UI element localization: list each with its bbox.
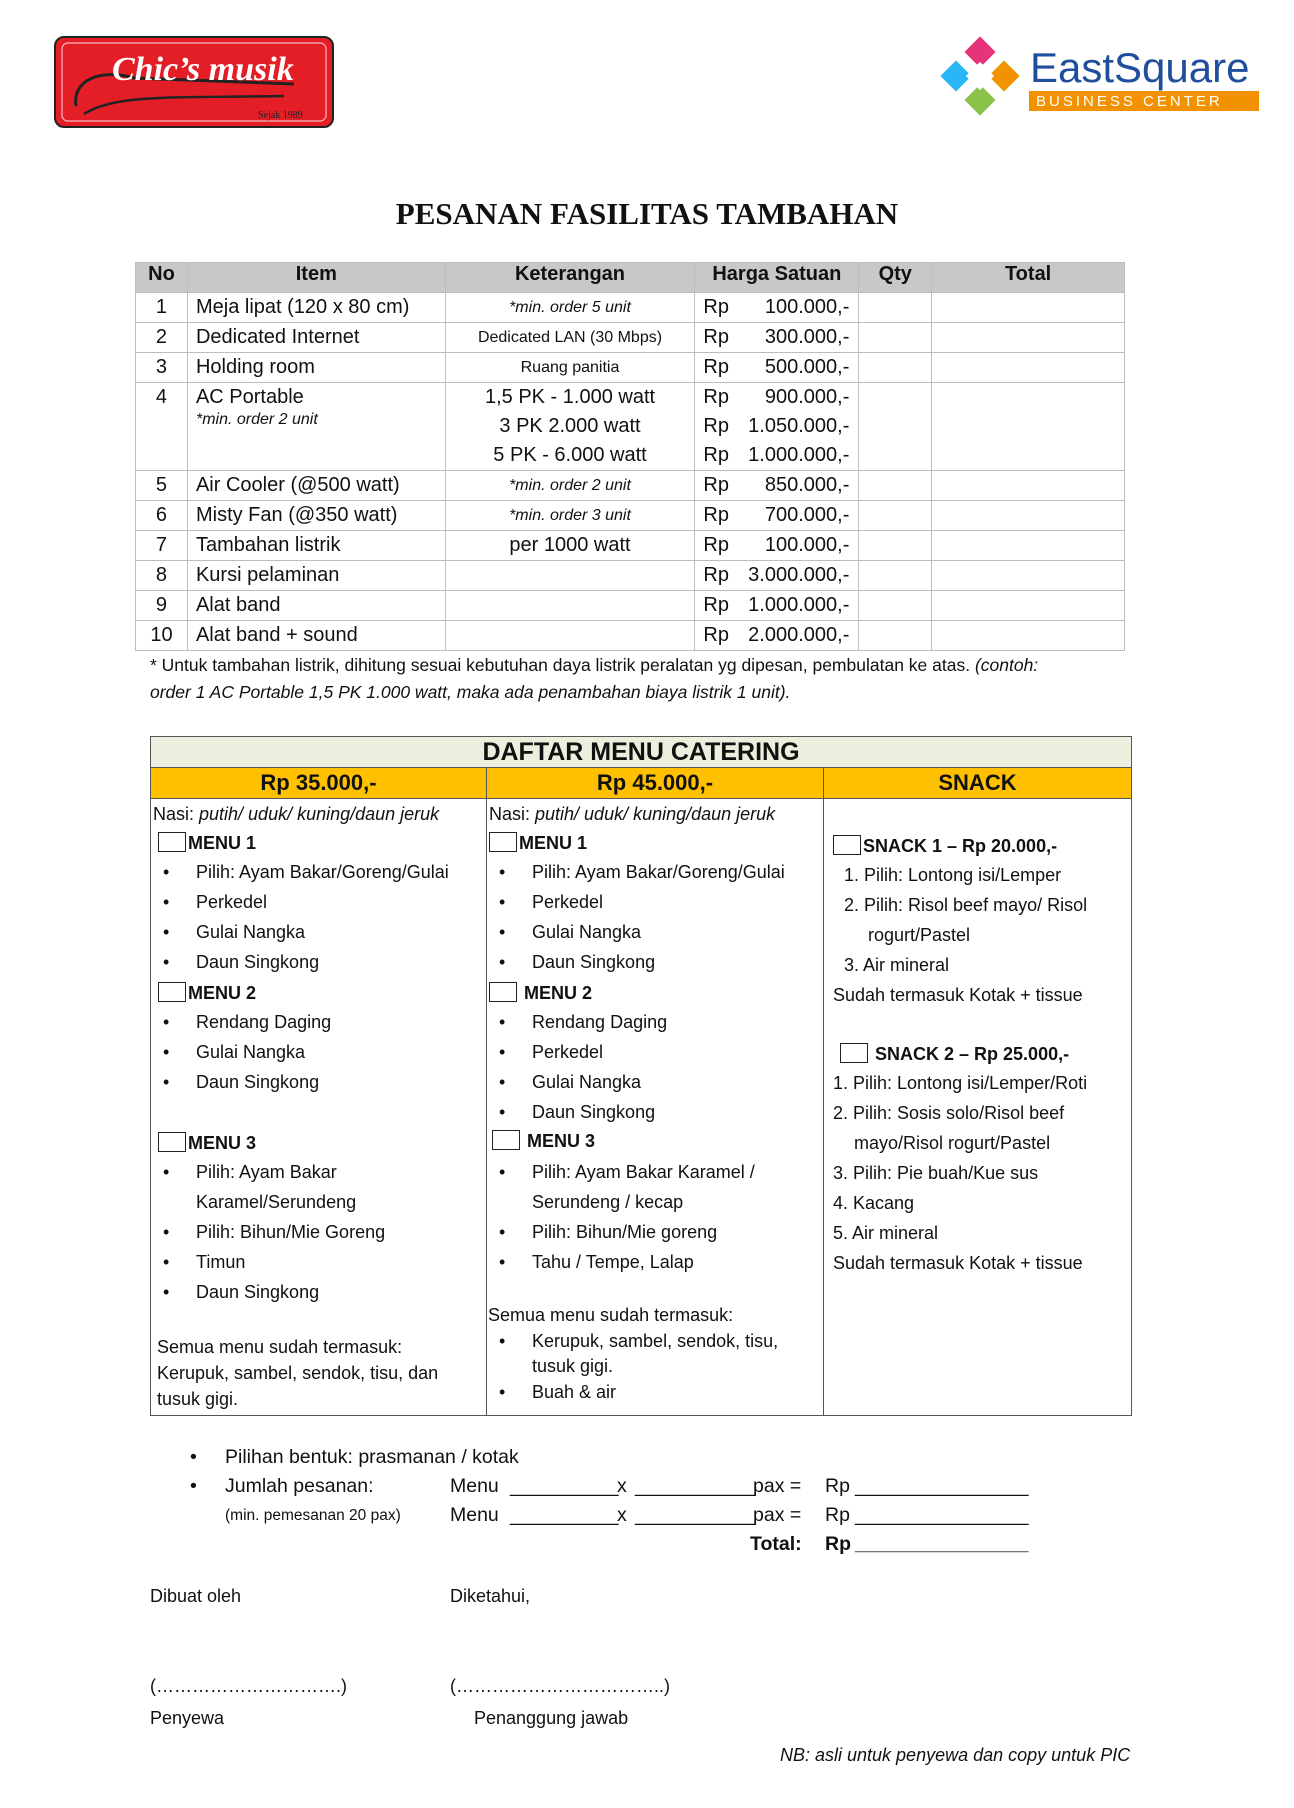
col-header-no: No xyxy=(136,263,188,293)
table-row xyxy=(136,323,1125,353)
price-cell xyxy=(695,591,859,621)
price-value: 3.000.000,- xyxy=(748,564,850,586)
checkbox[interactable] xyxy=(158,832,186,852)
included-note: Sudah termasuk Kotak + tissue xyxy=(833,1253,1083,1273)
row-number: 1 xyxy=(136,293,188,323)
acknowledged-label: Diketahui, xyxy=(450,1586,531,1606)
item-cell xyxy=(187,383,445,471)
keterangan-cell xyxy=(445,621,695,651)
price-cell xyxy=(695,383,859,471)
price-cell xyxy=(695,323,859,353)
item-name: Tambahan listrik xyxy=(195,534,341,556)
menu-label: Menu xyxy=(450,1475,499,1497)
price-header-35000: Rp 35.000,- xyxy=(151,768,486,799)
checkbox[interactable] xyxy=(489,832,517,852)
menu1-option[interactable]: MENU 1 xyxy=(158,832,256,854)
item-name: Air Cooler (@500 watt) xyxy=(195,474,400,496)
list-item-cont: Karamel/Serundeng xyxy=(196,1192,357,1212)
price-cell xyxy=(695,471,859,501)
price-value: 100.000,- xyxy=(764,296,850,318)
qty-cell[interactable] xyxy=(859,383,932,471)
keterangan-cell xyxy=(445,353,695,383)
row-number: 5 xyxy=(136,471,188,501)
menu-field-2[interactable]: __________ xyxy=(510,1504,619,1526)
qty-cell[interactable] xyxy=(859,591,932,621)
svg-text:Chic’s musik: Chic’s musik xyxy=(112,51,294,88)
menu-field-1[interactable]: __________ xyxy=(510,1475,619,1497)
total-cell[interactable] xyxy=(932,501,1125,531)
currency-label: Rp xyxy=(703,444,729,466)
price-value: 700.000,- xyxy=(764,504,850,526)
qty-cell[interactable] xyxy=(859,323,932,353)
table-row xyxy=(136,591,1125,621)
total-cell[interactable] xyxy=(932,471,1125,501)
snack2-option[interactable]: SNACK 2 – Rp 25.000,- xyxy=(840,1043,1069,1065)
table-row xyxy=(136,293,1125,323)
price-cell xyxy=(695,353,859,383)
total-label: Total: xyxy=(750,1533,802,1555)
list-item-cont: rogurt/Pastel xyxy=(868,925,971,945)
table-row xyxy=(136,531,1125,561)
currency-label: Rp xyxy=(703,415,729,437)
keterangan-text: Dedicated LAN (30 Mbps) xyxy=(477,329,663,346)
table-row xyxy=(136,561,1125,591)
table-row xyxy=(136,501,1125,531)
col-header-total: Total xyxy=(932,263,1125,293)
catering-menu-table xyxy=(150,736,1132,1416)
table-header-row xyxy=(136,263,1125,293)
snack-header: SNACK xyxy=(824,768,1131,799)
item-cell xyxy=(187,501,445,531)
list-item: 1. Pilih: Lontong isi/Lemper/Roti xyxy=(833,1073,1088,1093)
price-value: 1.000.000,- xyxy=(748,444,850,466)
total-cell[interactable] xyxy=(932,621,1125,651)
table-row xyxy=(136,621,1125,651)
keterangan-cell xyxy=(445,471,695,501)
keterangan-cell xyxy=(445,323,695,353)
list-item: 5. Air mineral xyxy=(833,1223,939,1243)
list-item: 1. Pilih: Lontong isi/Lemper xyxy=(844,865,1062,885)
item-name: Alat band xyxy=(195,594,281,616)
bullet-icon: • xyxy=(190,1446,197,1468)
price-cell xyxy=(695,293,859,323)
checkbox[interactable] xyxy=(158,982,186,1002)
electricity-note xyxy=(150,652,1140,706)
total-cell[interactable] xyxy=(932,591,1125,621)
item-note: *min. order 2 unit xyxy=(195,411,318,428)
item-cell xyxy=(187,293,445,323)
row-number: 8 xyxy=(136,561,188,591)
list-item: 3. Pilih: Pie buah/Kue sus xyxy=(833,1163,1039,1183)
signature-line-pic[interactable]: (……………………………..) xyxy=(450,1676,670,1696)
item-cell xyxy=(187,621,445,651)
price-cell xyxy=(695,531,859,561)
made-by-label: Dibuat oleh xyxy=(150,1586,242,1606)
keterangan-text: *min. order 3 unit xyxy=(509,507,631,524)
chics-musik-logo xyxy=(54,36,334,128)
rp-label: Rp xyxy=(825,1533,851,1555)
qty-cell[interactable] xyxy=(859,621,932,651)
note-example-2: order 1 AC Portable 1,5 PK 1.000 watt, maka ada penambahan biaya listrik 1 unit). xyxy=(150,682,791,702)
price-value: 900.000,- xyxy=(764,386,850,408)
item-cell xyxy=(187,323,445,353)
price-cell xyxy=(695,501,859,531)
included-note: Sudah termasuk Kotak + tissue xyxy=(833,985,1083,1005)
menu-label: Menu xyxy=(450,1504,499,1526)
qty-cell[interactable] xyxy=(859,531,932,561)
checkbox[interactable] xyxy=(158,1132,186,1152)
order-quantity-label: Jumlah pesanan: xyxy=(225,1475,374,1497)
item-name: Alat band + sound xyxy=(195,624,358,646)
keterangan-text: Ruang panitia xyxy=(520,359,620,376)
item-name: Dedicated Internet xyxy=(195,326,360,348)
currency-label: Rp xyxy=(703,624,729,646)
table-row xyxy=(136,383,1125,471)
qty-cell[interactable] xyxy=(859,501,932,531)
times-sign: x xyxy=(617,1504,627,1526)
list-item: 2. Pilih: Risol beef mayo/ Risol xyxy=(844,895,1088,915)
pax-label: pax = xyxy=(753,1475,802,1497)
currency-label: Rp xyxy=(703,504,729,526)
included-note: Semua menu sudah termasuk: xyxy=(157,1337,403,1357)
pax-label: pax = xyxy=(753,1504,802,1526)
keterangan-cell xyxy=(445,531,695,561)
item-cell xyxy=(187,353,445,383)
pax-field-1[interactable]: ___________ xyxy=(635,1475,755,1497)
list-item: 3. Air mineral xyxy=(844,955,950,975)
item-name: AC Portable xyxy=(195,386,304,408)
row-number: 2 xyxy=(136,323,188,353)
svg-text:BUSINESS CENTER: BUSINESS CENTER xyxy=(1036,93,1223,110)
nasi-line: Nasi: putih/ uduk/ kuning/daun jeruk xyxy=(489,804,776,824)
list-item-cont: Serundeng / kecap xyxy=(532,1192,684,1212)
row-number: 3 xyxy=(136,353,188,383)
table-row xyxy=(136,353,1125,383)
total-amount-field[interactable]: ________________ xyxy=(855,1533,1029,1555)
rp-label: Rp xyxy=(825,1475,850,1497)
col-header-item: Item xyxy=(187,263,445,293)
checkbox[interactable] xyxy=(840,1043,868,1063)
currency-label: Rp xyxy=(703,296,729,318)
included-note: Kerupuk, sambel, sendok, tisu, dan xyxy=(157,1363,439,1383)
price-header-45000: Rp 45.000,- xyxy=(487,768,823,799)
total-cell[interactable] xyxy=(932,353,1125,383)
item-cell xyxy=(187,591,445,621)
total-cell[interactable] xyxy=(932,293,1125,323)
page-title: PESANAN FASILITAS TAMBAHAN xyxy=(395,196,899,231)
currency-label: Rp xyxy=(703,474,729,496)
menu3-option[interactable]: MENU 3 xyxy=(158,1132,256,1154)
menu2-option[interactable]: MENU 2 xyxy=(158,982,256,1004)
price-cell xyxy=(695,621,859,651)
keterangan-text: 3 PK 2.000 watt xyxy=(499,415,641,437)
total-cell[interactable] xyxy=(932,531,1125,561)
row-number: 10 xyxy=(136,621,188,651)
qty-cell[interactable] xyxy=(859,293,932,323)
item-name: Kursi pelaminan xyxy=(195,564,340,586)
price-cell xyxy=(695,561,859,591)
renter-label: Penyewa xyxy=(150,1708,225,1728)
keterangan-cell xyxy=(445,501,695,531)
list-item: 4. Kacang xyxy=(833,1193,915,1213)
facility-table xyxy=(135,262,1125,651)
col-header-qty: Qty xyxy=(859,263,932,293)
item-cell xyxy=(187,531,445,561)
included-note: Semua menu sudah termasuk: xyxy=(488,1305,734,1325)
price-value: 300.000,- xyxy=(764,326,850,348)
keterangan-text: 1,5 PK - 1.000 watt xyxy=(484,386,656,408)
keterangan-text: per 1000 watt xyxy=(509,534,631,556)
col-header-harga: Harga Satuan xyxy=(695,263,859,293)
keterangan-text: 5 PK - 6.000 watt xyxy=(493,444,647,466)
amount-field-2[interactable]: ________________ xyxy=(855,1504,1029,1526)
snack1-option[interactable]: SNACK 1 – Rp 20.000,- xyxy=(833,835,1057,857)
currency-label: Rp xyxy=(703,326,729,348)
keterangan-cell xyxy=(445,591,695,621)
svg-text:EastSquare: EastSquare xyxy=(1030,44,1250,91)
pax-field-2[interactable]: ___________ xyxy=(635,1504,755,1526)
menu3-option[interactable]: MENU 3 xyxy=(492,1130,595,1152)
item-name: Misty Fan (@350 watt) xyxy=(195,504,398,526)
times-sign: x xyxy=(617,1475,627,1497)
currency-label: Rp xyxy=(703,534,729,556)
keterangan-text: *min. order 5 unit xyxy=(509,299,631,316)
row-number: 4 xyxy=(136,383,188,471)
price-value: 1.050.000,- xyxy=(748,415,850,437)
checkbox[interactable] xyxy=(489,982,517,1002)
pic-label: Penanggung jawab xyxy=(474,1708,629,1728)
currency-label: Rp xyxy=(703,386,729,408)
total-cell[interactable] xyxy=(932,383,1125,471)
note-text: * Untuk tambahan listrik, dihitung sesuai kebutuhan daya listrik peralatan yg dipesan, pembulatan ke atas. xyxy=(150,655,975,675)
qty-cell[interactable] xyxy=(859,353,932,383)
qty-cell[interactable] xyxy=(859,471,932,501)
price-value: 1.000.000,- xyxy=(748,594,850,616)
included-note: tusuk gigi. xyxy=(157,1389,239,1409)
menu2-option[interactable]: MENU 2 xyxy=(489,982,592,1004)
keterangan-cell xyxy=(445,293,695,323)
list-item-cont: mayo/Risol rogurt/Pastel xyxy=(854,1133,1051,1153)
currency-label: Rp xyxy=(703,356,729,378)
menu-column-45000: Nasi: putih/ uduk/ kuning/daun jeruk MENU 1 Pilih: Ayam Bakar/Goreng/Gulai Perkedel Gulai Nangka Daun Singkong MENU 2 Rendang Daging Perkedel Gulai Nangka Daun Singkong MENU 3 Pilih: Ayam Bakar Karamel / Serundeng / kecap Pilih: Bihun/Mie goreng Tahu / Tempe, Lalap Semua menu sudah termasuk: Kerupuk, sambel, sendok, tisu, tusuk gigi. Buah & air xyxy=(488,804,785,1402)
keterangan-cell xyxy=(445,383,695,471)
price-value: 2.000.000,- xyxy=(748,624,850,646)
nb-note: NB: asli untuk penyewa dan copy untuk PIC xyxy=(780,1745,1131,1765)
row-number: 6 xyxy=(136,501,188,531)
price-value: 850.000,- xyxy=(764,474,850,496)
price-value: 100.000,- xyxy=(764,534,850,556)
bullet-icon: • xyxy=(190,1475,197,1497)
amount-field-1[interactable]: ________________ xyxy=(855,1475,1029,1497)
price-value: 500.000,- xyxy=(764,356,850,378)
item-name: Meja lipat (120 x 80 cm) xyxy=(195,296,410,318)
eastsquare-logo xyxy=(930,26,1265,126)
menu1-option[interactable]: MENU 1 xyxy=(489,832,587,854)
col-header-keterangan: Keterangan xyxy=(445,263,695,293)
currency-label: Rp xyxy=(703,594,729,616)
keterangan-text: *min. order 2 unit xyxy=(509,477,631,494)
catering-title: DAFTAR MENU CATERING xyxy=(151,737,1131,768)
list-item: 2. Pilih: Sosis solo/Risol beef xyxy=(833,1103,1065,1123)
item-cell xyxy=(187,561,445,591)
checkbox[interactable] xyxy=(833,835,861,855)
row-number: 9 xyxy=(136,591,188,621)
item-cell xyxy=(187,471,445,501)
currency-label: Rp xyxy=(703,564,729,586)
signature-line-renter[interactable]: (………………………….) xyxy=(150,1676,347,1696)
keterangan-cell xyxy=(445,561,695,591)
total-cell[interactable] xyxy=(932,561,1125,591)
checkbox[interactable] xyxy=(492,1130,520,1150)
list-item-cont: tusuk gigi. xyxy=(532,1356,614,1376)
menu-column-35000: Nasi: putih/ uduk/ kuning/daun jeruk MENU 1 Pilih: Ayam Bakar/Goreng/Gulai Perkedel Gulai Nangka Daun Singkong MENU 2 Rendang Daging Gulai Nangka Daun Singkong MENU 3 Pilih: Ayam Bakar Karamel/Serundeng Pilih: Bihun/Mie Goreng Timun Daun Singkong Semua menu sudah termasuk: Kerupuk, sambel, sendok, tisu, dan tusuk gigi. xyxy=(153,804,449,1409)
note-example-1: (contoh: xyxy=(974,655,1039,675)
nasi-line: Nasi: putih/ uduk/ kuning/daun jeruk xyxy=(153,804,440,824)
total-cell[interactable] xyxy=(932,323,1125,353)
rp-label: Rp xyxy=(825,1504,850,1526)
row-number: 7 xyxy=(136,531,188,561)
table-row xyxy=(136,471,1125,501)
item-name: Holding room xyxy=(195,356,315,378)
qty-cell[interactable] xyxy=(859,561,932,591)
min-order-note: (min. pemesanan 20 pax) xyxy=(225,1507,401,1524)
service-form-option: Pilihan bentuk: prasmanan / kotak xyxy=(225,1446,519,1468)
svg-text:Sejak 1989: Sejak 1989 xyxy=(258,110,303,121)
snack-column xyxy=(824,799,1131,1415)
